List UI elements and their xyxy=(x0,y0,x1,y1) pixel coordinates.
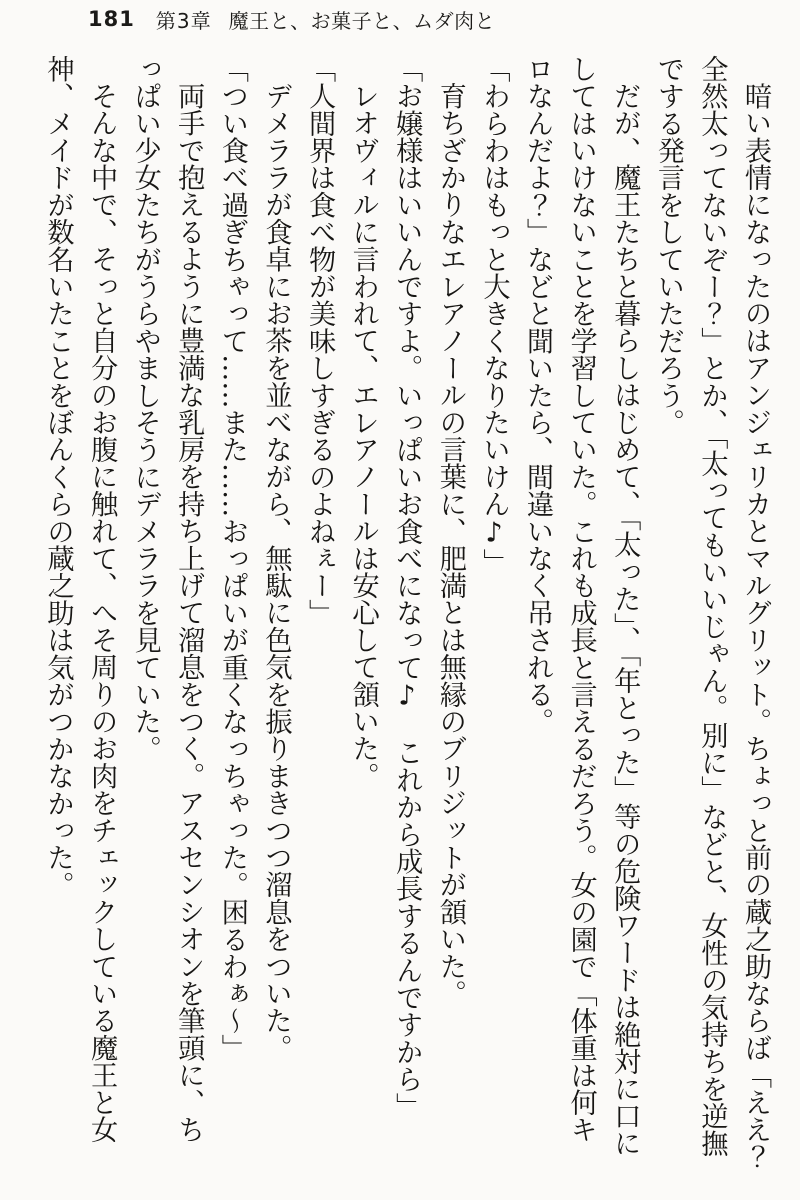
text-line-12: デメララが食卓にお茶を並べながら、無駄に色気を振りまきつつ溜息をついた。 xyxy=(260,82,292,1062)
chapter-label: 第3章 xyxy=(155,8,212,33)
text-line-8: 育ちざかりなエレアノールの言葉に、肥満とは無縁のブリジットが頷いた。 xyxy=(434,82,466,1007)
text-line-14: 両手で抱えるように豊満な乳房を持ち上げて溜息をつく。アスセンシオンを筆頭に、ち xyxy=(173,82,205,1143)
text-line-9: 「お嬢様はいいんですよ。いっぱいお食べになって♪ これから成長するんですから」 xyxy=(391,55,423,1120)
text-line-15: っぱい少女たちがうらやましそうにデメララを見ていた。 xyxy=(129,55,161,763)
text-line-16: そんな中で、そっと自分のお腹に触れて、へそ周りのお肉をチェックしている魔王と女 xyxy=(86,82,118,1143)
text-line-3: でする発言をしていただろう。 xyxy=(652,55,684,436)
text-line-7: 「わらわはもっと大きくなりたいけん♪」 xyxy=(478,55,510,576)
text-line-17: 神、メイドが数名いたことをぼんくらの蔵之助は気がつかなかった。 xyxy=(42,55,74,899)
text-line-1: 暗い表情になったのはアンジェリカとマルグリット。ちょっと前の蔵之助ならば「ええ？ xyxy=(740,82,771,1171)
page-number: 181 xyxy=(88,7,135,31)
text-line-4: だが、魔王たちと暮らしはじめて、「太った」、「年とった」等の危険ワードは絶対に口に xyxy=(609,82,641,1157)
text-line-10: レオヴィルに言われて、エレアノールは安心して頷いた。 xyxy=(347,82,379,790)
text-line-6: ロなんだよ？」などと聞いたら、間違いなく吊される。 xyxy=(522,55,554,735)
vertical-text-body xyxy=(35,55,777,1200)
text-line-11: 「人間界は食べ物が美味しすぎるのよねぇー」 xyxy=(304,55,336,627)
text-line-2: 全然太ってないぞー？」とか、「太ってもいいじゃん。別に」などと、女性の気持ちを逆撫 xyxy=(696,55,728,1157)
text-line-5: してはいけないことを学習していた。これも成長と言えるだろう。女の園で「体重は何キ xyxy=(565,55,597,1143)
chapter-title: 魔王と、お菓子と、ムダ肉と xyxy=(228,8,496,33)
text-line-13: 「つい食べ過ぎちゃって……また……おっぱいが重くなっちゃった。困るわぁ～」 xyxy=(216,55,248,1062)
page-header xyxy=(88,6,495,32)
